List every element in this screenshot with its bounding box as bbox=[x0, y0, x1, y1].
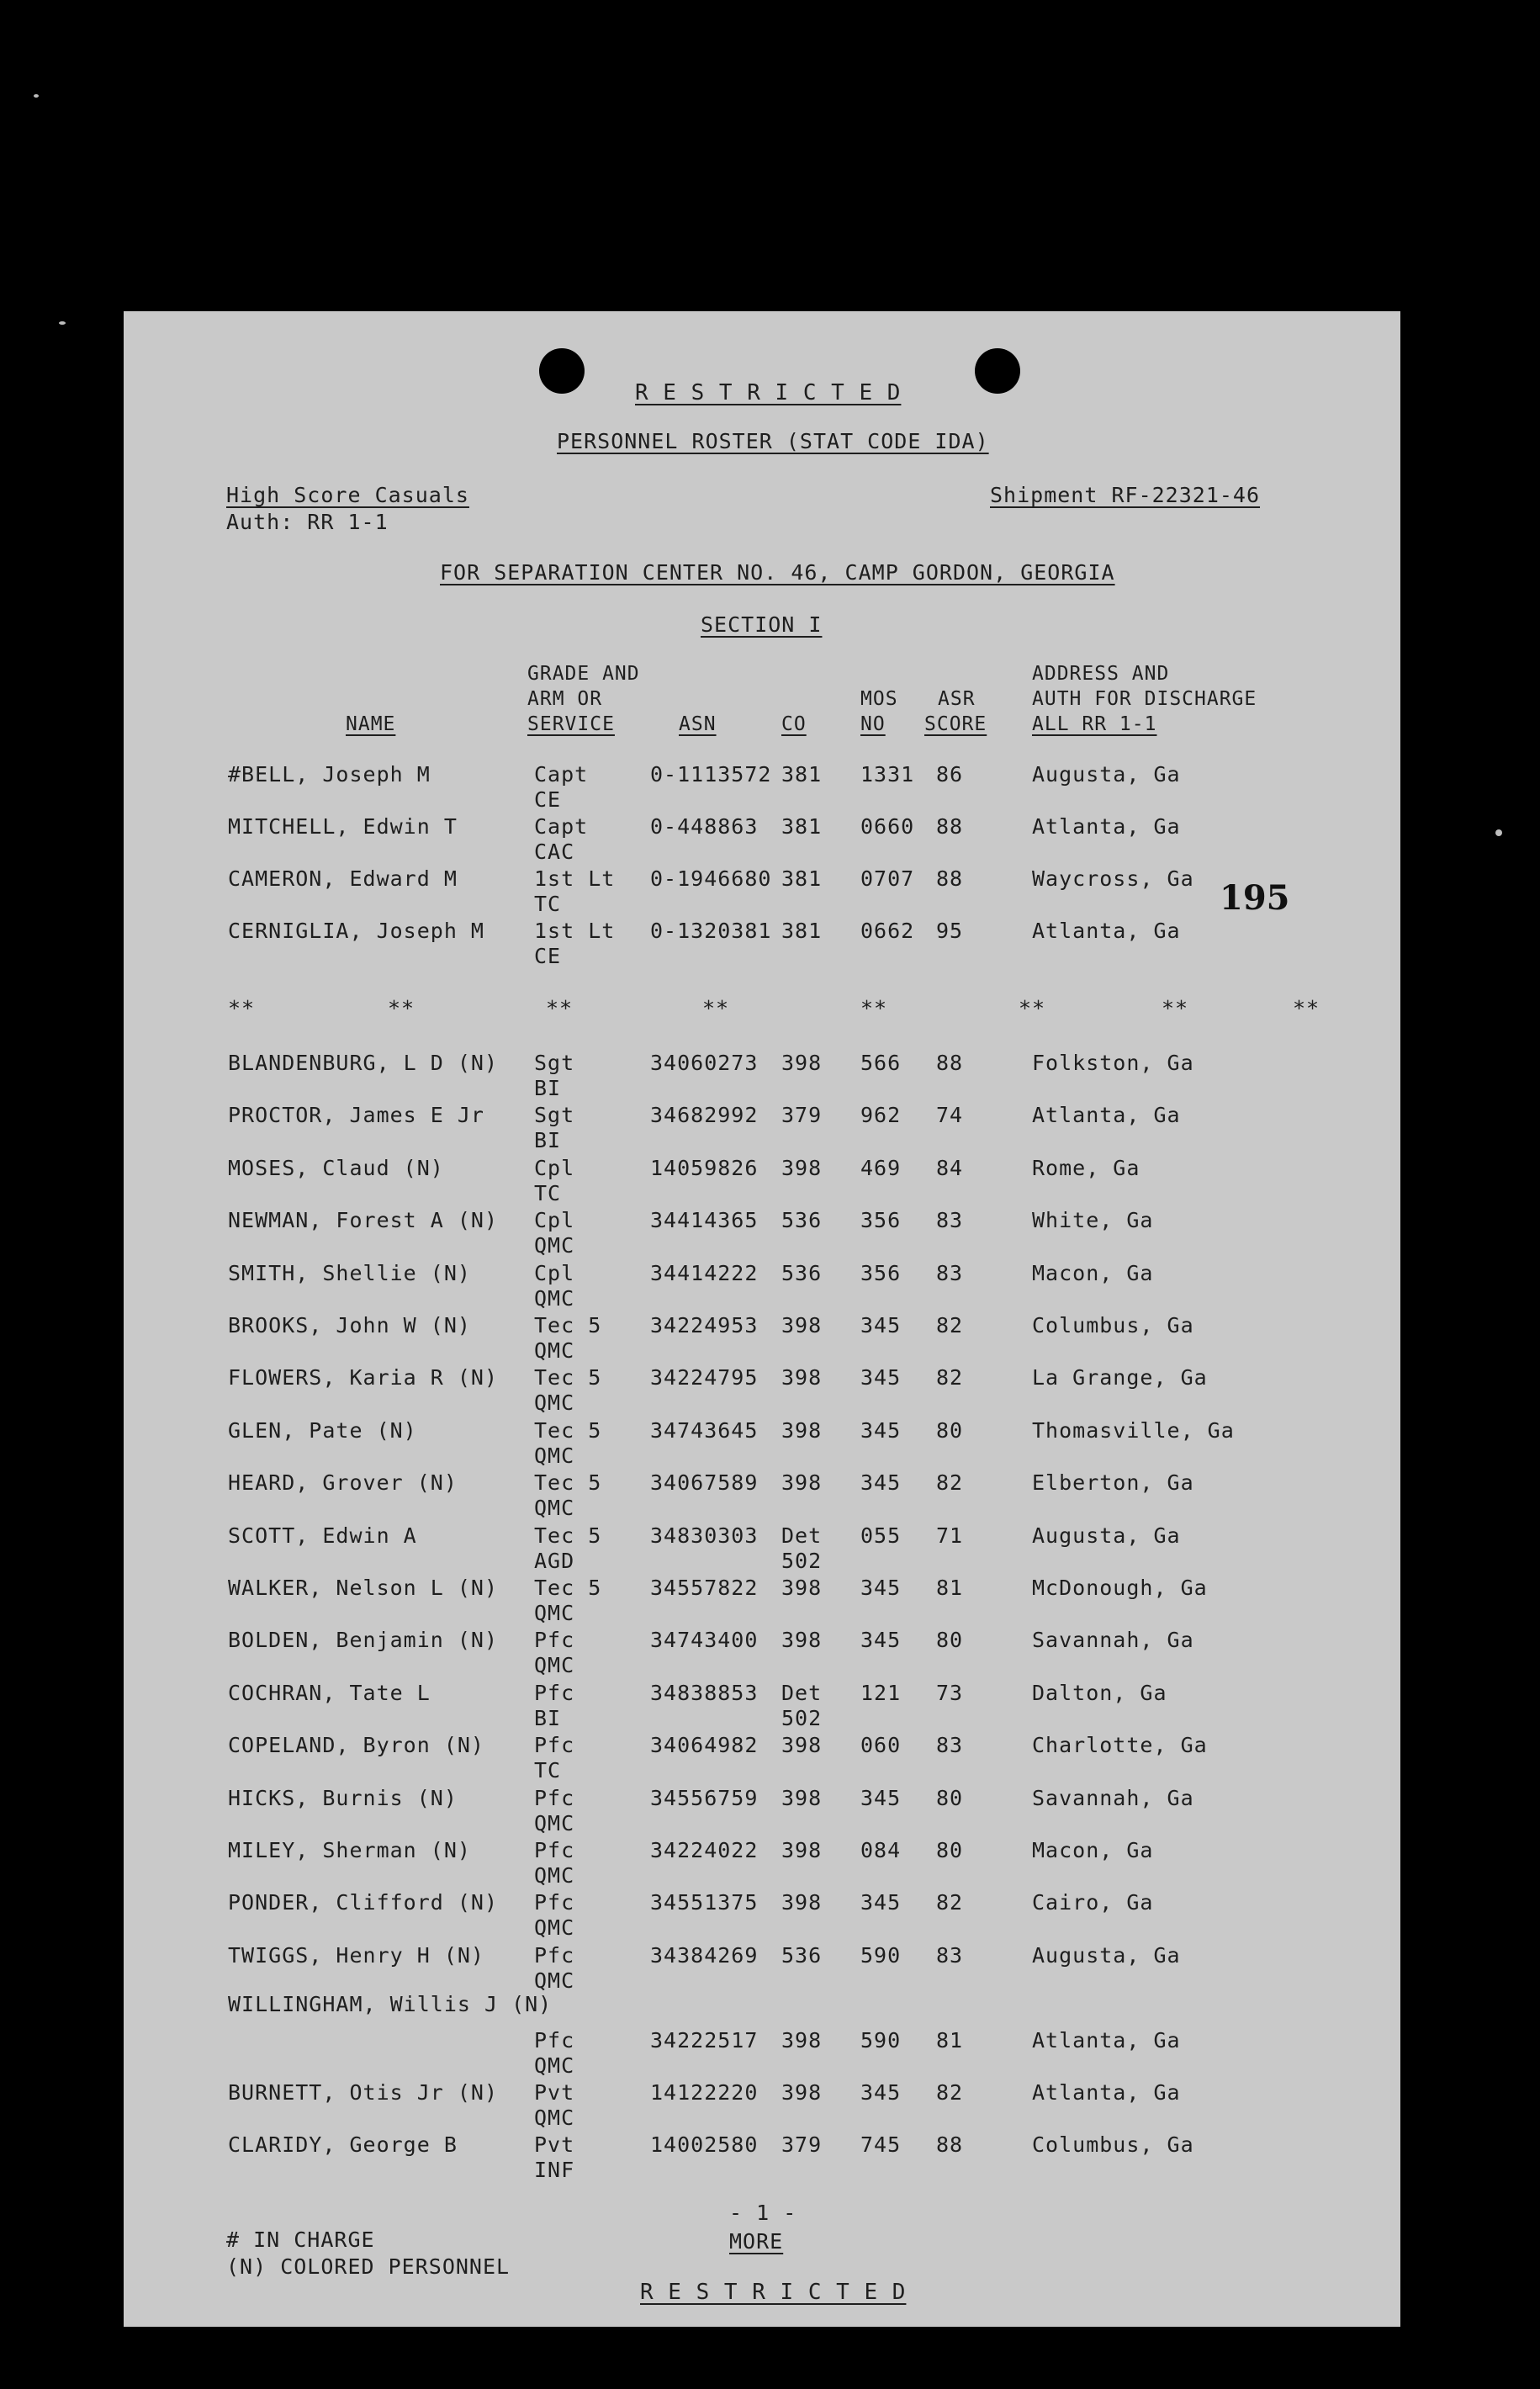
address: White, Ga bbox=[1032, 1208, 1154, 1233]
table-row bbox=[124, 1051, 1400, 1103]
classification-top: R E S T R I C T E D bbox=[635, 380, 902, 405]
co: 398 bbox=[781, 1576, 823, 1600]
name: NEWMAN, Forest A (N) bbox=[228, 1208, 499, 1233]
name: FLOWERS, Karia R (N) bbox=[228, 1365, 499, 1390]
table-row bbox=[124, 1470, 1400, 1523]
asr: 73 bbox=[936, 1680, 964, 1705]
address: Macon, Ga bbox=[1032, 1838, 1154, 1862]
table-row bbox=[124, 1838, 1400, 1890]
asr: 82 bbox=[936, 2080, 964, 2105]
mos: 356 bbox=[860, 1260, 902, 1285]
grade: Pfc bbox=[534, 2028, 575, 2053]
name: BLANDENBURG, L D (N) bbox=[228, 1051, 499, 1075]
table-row bbox=[124, 1313, 1400, 1365]
arm: TC bbox=[534, 892, 562, 916]
table-row bbox=[124, 1943, 1400, 1995]
table-row bbox=[124, 866, 1400, 919]
address: Charlotte, Ga bbox=[1032, 1733, 1208, 1758]
col-addr-l2: AUTH FOR DISCHARGE bbox=[1032, 688, 1257, 710]
table-row bbox=[124, 762, 1400, 814]
separator: ** bbox=[1019, 996, 1046, 1020]
asr: 82 bbox=[936, 1365, 964, 1390]
name: WALKER, Nelson L (N) bbox=[228, 1576, 499, 1600]
table-row bbox=[124, 814, 1400, 866]
co: 398 bbox=[781, 1785, 823, 1810]
co: 398 bbox=[781, 1313, 823, 1338]
name: HEARD, Grover (N) bbox=[228, 1470, 458, 1496]
arm: QMC bbox=[534, 1338, 575, 1363]
mos: 121 bbox=[860, 1680, 902, 1705]
willingham-name: WILLINGHAM, Willis J (N) bbox=[228, 1992, 553, 2016]
co: 398 bbox=[781, 1838, 823, 1862]
name: PONDER, Clifford (N) bbox=[228, 1890, 499, 1915]
col-mos-l2: NO bbox=[860, 713, 886, 735]
table-row bbox=[124, 1418, 1400, 1470]
mos: 055 bbox=[860, 1523, 902, 1548]
mos: 345 bbox=[860, 1417, 902, 1443]
roster-title: PERSONNEL ROSTER (STAT CODE IDA) bbox=[557, 429, 989, 453]
asn: 14002580 bbox=[650, 2132, 759, 2157]
grade: Sgt bbox=[534, 1051, 575, 1075]
asr: 80 bbox=[936, 1785, 964, 1810]
table-row bbox=[124, 1261, 1400, 1313]
grade: Pfc bbox=[534, 1628, 575, 1653]
asn: 34557822 bbox=[650, 1576, 759, 1600]
roster-page bbox=[124, 311, 1400, 2327]
address: Savannah, Ga bbox=[1032, 1628, 1194, 1653]
asr: 82 bbox=[936, 1470, 964, 1496]
mos: 745 bbox=[860, 2132, 902, 2157]
asn: 34551375 bbox=[650, 1890, 759, 1915]
film-speck bbox=[59, 321, 66, 325]
mos: 590 bbox=[860, 2028, 902, 2053]
address: Atlanta, Ga bbox=[1032, 2080, 1181, 2105]
co: 398 bbox=[781, 2080, 823, 2105]
address: Columbus, Ga bbox=[1032, 1313, 1194, 1338]
address: McDonough, Ga bbox=[1032, 1576, 1208, 1600]
separator: ** bbox=[860, 996, 888, 1020]
co: 502 bbox=[781, 1548, 823, 1573]
col-asr-l2: SCORE bbox=[924, 713, 987, 735]
separator: ** bbox=[546, 996, 574, 1020]
name: CERNIGLIA, Joseph M bbox=[228, 919, 484, 943]
co: 398 bbox=[781, 1733, 823, 1758]
mos: 0662 bbox=[860, 919, 915, 943]
name: SMITH, Shellie (N) bbox=[228, 1260, 471, 1285]
more-label: MORE bbox=[729, 2229, 784, 2254]
asr: 82 bbox=[936, 1313, 964, 1338]
arm: CE bbox=[534, 944, 562, 968]
mos: 345 bbox=[860, 1785, 902, 1810]
mos: 356 bbox=[860, 1208, 902, 1233]
group-label: High Score Casuals bbox=[226, 483, 469, 507]
name: #BELL, Joseph M bbox=[228, 762, 431, 787]
table-row bbox=[124, 1733, 1400, 1785]
grade: Cpl bbox=[534, 1208, 575, 1233]
asr: 80 bbox=[936, 1417, 964, 1443]
note-in-charge: # IN CHARGE bbox=[226, 2227, 375, 2252]
col-addr-l1: ADDRESS AND bbox=[1032, 663, 1170, 685]
address: Macon, Ga bbox=[1032, 1260, 1154, 1285]
grade: 1st Lt bbox=[534, 866, 616, 891]
col-asr-l1: ASR bbox=[938, 688, 976, 710]
arm: BI bbox=[534, 1076, 562, 1100]
asn: 0-1946680 bbox=[650, 866, 772, 891]
asr: 74 bbox=[936, 1103, 964, 1128]
shipment-label: Shipment RF-22321-46 bbox=[990, 483, 1261, 507]
arm: INF bbox=[534, 2158, 575, 2182]
grade: Capt bbox=[534, 762, 589, 787]
note-colored-personnel: (N) COLORED PERSONNEL bbox=[226, 2254, 511, 2279]
asr: 95 bbox=[936, 919, 964, 943]
asn: 34224953 bbox=[650, 1313, 759, 1338]
asr: 83 bbox=[936, 1942, 964, 1968]
table-row bbox=[124, 919, 1400, 971]
asn: 14122220 bbox=[650, 2080, 759, 2105]
asr: 88 bbox=[936, 814, 964, 839]
address: Cairo, Ga bbox=[1032, 1890, 1154, 1915]
table-row bbox=[124, 1890, 1400, 1942]
grade: Pfc bbox=[534, 1785, 575, 1810]
co: Det bbox=[781, 1680, 823, 1705]
mos: 345 bbox=[860, 1470, 902, 1496]
grade: Pfc bbox=[534, 1838, 575, 1862]
arm: TC bbox=[534, 1180, 562, 1205]
separator: ** bbox=[388, 996, 415, 1020]
separator: ** bbox=[1293, 996, 1320, 1020]
asr: 86 bbox=[936, 762, 964, 787]
asn: 34222517 bbox=[650, 2028, 759, 2053]
grade: Cpl bbox=[534, 1260, 575, 1285]
mos: 345 bbox=[860, 1313, 902, 1338]
grade: Pfc bbox=[534, 1942, 575, 1968]
grade: Sgt bbox=[534, 1103, 575, 1128]
grade: 1st Lt bbox=[534, 919, 616, 943]
table-row bbox=[124, 1786, 1400, 1838]
asn: 34830303 bbox=[650, 1523, 759, 1548]
arm: QMC bbox=[534, 1285, 575, 1311]
col-grade-l1: GRADE AND bbox=[527, 663, 640, 685]
name: CAMERON, Edward M bbox=[228, 866, 458, 891]
asn: 34414365 bbox=[650, 1208, 759, 1233]
asn: 34060273 bbox=[650, 1051, 759, 1075]
punch-hole-right bbox=[975, 348, 1020, 394]
mos: 345 bbox=[860, 1890, 902, 1915]
col-grade-l3: SERVICE bbox=[527, 713, 615, 735]
mos: 345 bbox=[860, 1576, 902, 1600]
table-row bbox=[124, 1208, 1400, 1260]
col-mos-l1: MOS bbox=[860, 688, 898, 710]
mos: 345 bbox=[860, 1628, 902, 1653]
arm: QMC bbox=[534, 1390, 575, 1416]
address: Augusta, Ga bbox=[1032, 762, 1181, 787]
destination-heading: FOR SEPARATION CENTER NO. 46, CAMP GORDON, GEORGIA bbox=[440, 560, 1115, 585]
mos: 1331 bbox=[860, 762, 915, 787]
col-grade-l2: ARM OR bbox=[527, 688, 603, 710]
asn: 34743645 bbox=[650, 1417, 759, 1443]
asr: 88 bbox=[936, 866, 964, 891]
co: 379 bbox=[781, 1103, 823, 1128]
classification-bottom: R E S T R I C T E D bbox=[640, 2280, 907, 2305]
asn: 34556759 bbox=[650, 1785, 759, 1810]
asn: 34838853 bbox=[650, 1680, 759, 1705]
page-number: - 1 - bbox=[729, 2201, 797, 2225]
grade: Tec 5 bbox=[534, 1523, 602, 1548]
arm: QMC bbox=[534, 1863, 575, 1888]
asr: 88 bbox=[936, 2132, 964, 2157]
asr: 71 bbox=[936, 1523, 964, 1548]
table-row bbox=[124, 1365, 1400, 1417]
asn: 34224022 bbox=[650, 1838, 759, 1862]
co: 536 bbox=[781, 1260, 823, 1285]
table-row bbox=[124, 1628, 1400, 1680]
name: MITCHELL, Edwin T bbox=[228, 814, 458, 839]
address: Rome, Ga bbox=[1032, 1155, 1140, 1180]
asn: 34743400 bbox=[650, 1628, 759, 1653]
address: Thomasville, Ga bbox=[1032, 1417, 1235, 1443]
film-speck bbox=[34, 94, 39, 98]
film-speck bbox=[1495, 829, 1502, 836]
grade: Pvt bbox=[534, 2132, 575, 2157]
arm: CE bbox=[534, 787, 562, 812]
mos: 345 bbox=[860, 1365, 902, 1390]
address: Savannah, Ga bbox=[1032, 1785, 1194, 1810]
asr: 81 bbox=[936, 2028, 964, 2053]
arm: BI bbox=[534, 1128, 562, 1153]
co: 398 bbox=[781, 2028, 823, 2053]
address: Augusta, Ga bbox=[1032, 1942, 1181, 1968]
col-addr-l3: ALL RR 1-1 bbox=[1032, 713, 1157, 735]
col-name: NAME bbox=[346, 713, 396, 735]
address: Columbus, Ga bbox=[1032, 2132, 1194, 2157]
name: TWIGGS, Henry H (N) bbox=[228, 1942, 484, 1968]
col-co: CO bbox=[781, 713, 807, 735]
table-row bbox=[124, 2080, 1400, 2132]
arm: CAC bbox=[534, 840, 575, 864]
arm: QMC bbox=[534, 1968, 575, 1993]
mos: 566 bbox=[860, 1051, 902, 1075]
asn: 0-448863 bbox=[650, 814, 759, 839]
asn: 34384269 bbox=[650, 1942, 759, 1968]
co: 398 bbox=[781, 1890, 823, 1915]
arm: QMC bbox=[534, 1653, 575, 1678]
address: Atlanta, Ga bbox=[1032, 1103, 1181, 1128]
co: 536 bbox=[781, 1208, 823, 1233]
table-row bbox=[124, 1156, 1400, 1208]
grade: Pfc bbox=[534, 1733, 575, 1758]
asn: 34682992 bbox=[650, 1103, 759, 1128]
arm: BI bbox=[534, 1705, 562, 1730]
grade: Tec 5 bbox=[534, 1365, 602, 1390]
mos: 590 bbox=[860, 1942, 902, 1968]
asn: 0-1320381 bbox=[650, 919, 772, 943]
grade: Pvt bbox=[534, 2080, 575, 2105]
name: COPELAND, Byron (N) bbox=[228, 1733, 484, 1758]
grade: Pfc bbox=[534, 1890, 575, 1915]
co: 381 bbox=[781, 762, 823, 787]
asn: 34224795 bbox=[650, 1365, 759, 1390]
separator: ** bbox=[1162, 996, 1189, 1020]
co: 381 bbox=[781, 866, 823, 891]
mos: 084 bbox=[860, 1838, 902, 1862]
name: MILEY, Sherman (N) bbox=[228, 1838, 471, 1862]
mos: 962 bbox=[860, 1103, 902, 1128]
asr: 83 bbox=[936, 1208, 964, 1233]
address: Augusta, Ga bbox=[1032, 1523, 1181, 1548]
co: 381 bbox=[781, 814, 823, 839]
address: Atlanta, Ga bbox=[1032, 919, 1181, 943]
address: La Grange, Ga bbox=[1032, 1365, 1208, 1390]
grade: Tec 5 bbox=[534, 1417, 602, 1443]
grade: Cpl bbox=[534, 1155, 575, 1180]
asr: 83 bbox=[936, 1733, 964, 1758]
section-heading: SECTION I bbox=[701, 612, 823, 637]
address: Atlanta, Ga bbox=[1032, 814, 1181, 839]
mos: 0660 bbox=[860, 814, 915, 839]
name: PROCTOR, James E Jr bbox=[228, 1103, 484, 1128]
table-row bbox=[124, 2028, 1400, 2080]
mos: 0707 bbox=[860, 866, 915, 891]
address: Folkston, Ga bbox=[1032, 1051, 1194, 1075]
co: 398 bbox=[781, 1051, 823, 1075]
arm: QMC bbox=[534, 1496, 575, 1521]
mos: 060 bbox=[860, 1733, 902, 1758]
asn: 0-1113572 bbox=[650, 762, 772, 787]
name: BROOKS, John W (N) bbox=[228, 1313, 471, 1338]
mos: 345 bbox=[860, 2080, 902, 2105]
asr: 80 bbox=[936, 1628, 964, 1653]
col-asn: ASN bbox=[679, 713, 717, 735]
name: GLEN, Pate (N) bbox=[228, 1417, 417, 1443]
separator: ** bbox=[228, 996, 256, 1020]
arm: QMC bbox=[534, 1601, 575, 1625]
name: HICKS, Burnis (N) bbox=[228, 1785, 458, 1810]
co: 398 bbox=[781, 1417, 823, 1443]
co: 536 bbox=[781, 1942, 823, 1968]
table-row bbox=[124, 1523, 1400, 1576]
co: 398 bbox=[781, 1155, 823, 1180]
name: BURNETT, Otis Jr (N) bbox=[228, 2080, 499, 2105]
asr: 84 bbox=[936, 1155, 964, 1180]
arm: QMC bbox=[534, 1810, 575, 1835]
asr: 83 bbox=[936, 1260, 964, 1285]
separator: ** bbox=[702, 996, 730, 1020]
table-row bbox=[124, 1576, 1400, 1628]
co: Det bbox=[781, 1523, 823, 1548]
co: 379 bbox=[781, 2132, 823, 2157]
name: BOLDEN, Benjamin (N) bbox=[228, 1628, 499, 1653]
name: MOSES, Claud (N) bbox=[228, 1155, 444, 1180]
table-row bbox=[124, 1681, 1400, 1733]
name: COCHRAN, Tate L bbox=[228, 1680, 431, 1705]
asn: 34414222 bbox=[650, 1260, 759, 1285]
grade: Tec 5 bbox=[534, 1313, 602, 1338]
address: Waycross, Ga bbox=[1032, 866, 1194, 891]
arm: QMC bbox=[534, 1915, 575, 1941]
asr: 82 bbox=[936, 1890, 964, 1915]
arm: QMC bbox=[534, 2053, 575, 2078]
address: Dalton, Ga bbox=[1032, 1680, 1167, 1705]
grade: Tec 5 bbox=[534, 1470, 602, 1496]
arm: QMC bbox=[534, 1443, 575, 1468]
address: Atlanta, Ga bbox=[1032, 2028, 1181, 2053]
punch-hole-left bbox=[539, 348, 585, 394]
arm: TC bbox=[534, 1758, 562, 1783]
co: 398 bbox=[781, 1628, 823, 1653]
arm: AGD bbox=[534, 1548, 575, 1573]
stamp-number: 195 bbox=[1220, 878, 1290, 918]
asn: 34067589 bbox=[650, 1470, 759, 1496]
table-row bbox=[124, 2132, 1400, 2185]
grade: Tec 5 bbox=[534, 1576, 602, 1600]
co: 502 bbox=[781, 1705, 823, 1730]
asr: 80 bbox=[936, 1838, 964, 1862]
co: 398 bbox=[781, 1365, 823, 1390]
grade: Capt bbox=[534, 814, 589, 839]
table-row bbox=[124, 1103, 1400, 1155]
arm: QMC bbox=[534, 1233, 575, 1258]
co: 398 bbox=[781, 1470, 823, 1496]
name: CLARIDY, George B bbox=[228, 2132, 458, 2157]
mos: 469 bbox=[860, 1155, 902, 1180]
asn: 14059826 bbox=[650, 1155, 759, 1180]
asn: 34064982 bbox=[650, 1733, 759, 1758]
arm: QMC bbox=[534, 2106, 575, 2130]
name: SCOTT, Edwin A bbox=[228, 1523, 417, 1548]
address: Elberton, Ga bbox=[1032, 1470, 1194, 1496]
grade: Pfc bbox=[534, 1680, 575, 1705]
asr: 81 bbox=[936, 1576, 964, 1600]
asr: 88 bbox=[936, 1051, 964, 1075]
co: 381 bbox=[781, 919, 823, 943]
auth-label: Auth: RR 1-1 bbox=[226, 510, 389, 534]
